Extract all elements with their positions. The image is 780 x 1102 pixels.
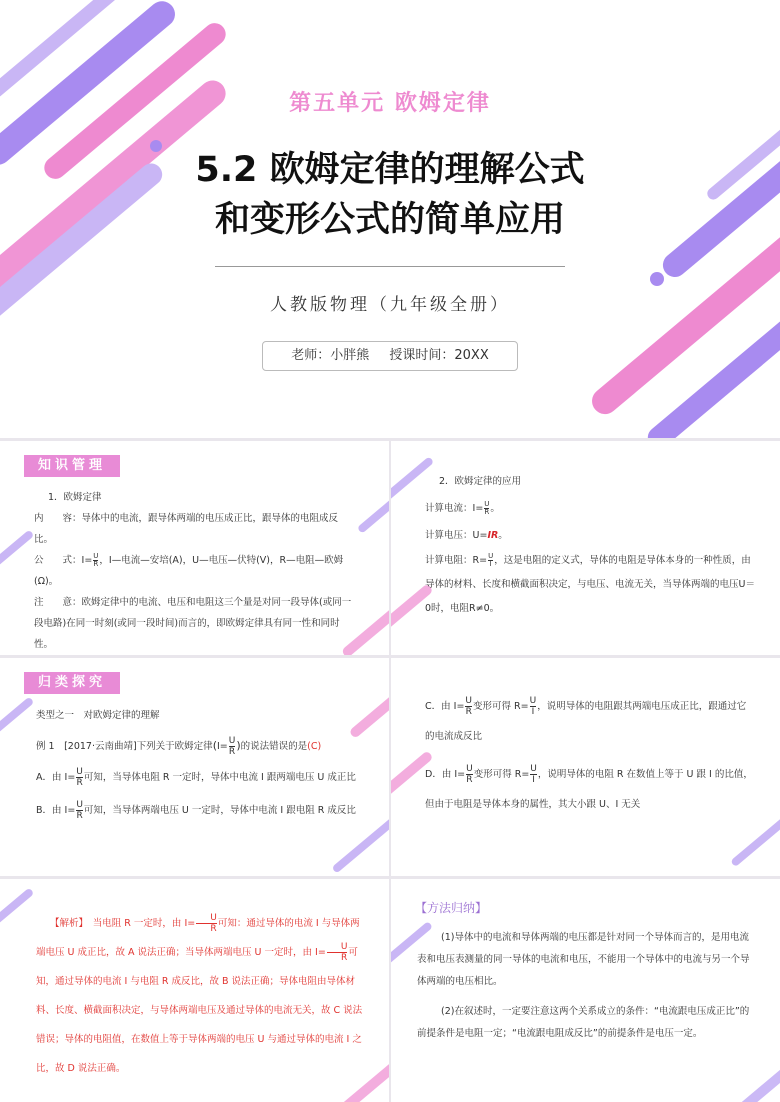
option-c: C．由 I= $\frac{U}{R}$ 变形可得 R= $\frac{U}{I}$ ，说明导体的电阻跟其两端电压成正比，跟通过它的电流成反比 <box>425 696 747 742</box>
decor-stripe <box>0 887 34 938</box>
question-type: 类型之一 对欧姆定律的理解 <box>36 710 160 721</box>
method-slide <box>391 879 780 1102</box>
lesson-title-line2: 和变形公式的简单应用 <box>214 200 565 240</box>
method-point-2: (2)在叙述时，一定要注意这两个关系成立的条件：“电流跟电压成正比”的前提条件是电阻一定；“电流跟电阻成反比”的前提条件是电压一定。 <box>417 1006 750 1039</box>
explore-body <box>36 706 366 821</box>
resistance-formula: 计算电阻：R= $\frac{U}{I}$ ，这是电阻的定义式，导体的电阻是导体本身的一种性质，由导体的材料、长度和横截面积决定，与电压、电流无关，当导体两端的电压U＝0时，电阻R≠0。 <box>425 552 755 614</box>
method-point-1: (1)导体中的电流和导体两端的电压都是针对同一个导体而言的，是用电流表和电压表测量的同一导体的电流和电压，不能用一个导体中的电流与另一个导体两端的电压相比。 <box>417 932 750 987</box>
knowledge-heading: 1．欧姆定律 <box>48 492 102 503</box>
teacher-name: 老师：小胖熊 <box>291 348 370 363</box>
decor-stripe <box>357 476 389 534</box>
analysis-body <box>36 909 366 1083</box>
method-tag: 【方法归纳】 <box>415 901 488 915</box>
method-body <box>417 927 757 1045</box>
application-slide <box>391 441 780 655</box>
content-paragraph: 内 容：导体中的电流，跟导体两端的电压成正比，跟导体的电阻成反比。 <box>34 513 339 545</box>
class-time: 授课时间：20XX <box>389 348 489 363</box>
option-b: B．由 I= $\frac{U}{R}$ 可知，当导体两端电压 U 一定时，导体中电流 I 跟电阻 R 成反比 <box>36 800 356 821</box>
explore-slide <box>0 658 389 876</box>
note-paragraph: 注 意：欧姆定律中的电流、电压和电阻这三个量是对同一段导体(或同一段电路)在同一时刻(或同一段时间)而言的，即欧姆定律具有同一性和同时性。 <box>34 597 352 650</box>
analysis-paragraph: 【解析】 当电阻 R 一定时，由 I= $\frac{U}{R}$ 可知：通过导体的电流 I 与导体两端电压 U 成正比，故 A 说法正确；当导体两端电压 U 一定时，由 I= $\frac{U}{R}$ 可知，通过导体的电流 I 与电阻 R 成反比，故 B 说法正确；导体电阻由导体材料、长度、横截面积决定，与导体两端电压及通过导体的电流无关，故 C 说法错误；导体的电阻值，在数值上等于导体两端的电压 U 与通过导体的电流 I 之比，故 D 说法正确。 <box>36 913 363 1074</box>
options-body <box>425 692 755 820</box>
voltage-formula: 计算电压：U=IR。 <box>425 530 508 541</box>
option-a: A．由 I= $\frac{U}{R}$ 可知，当导体电阻 R 一定时，导体中电流 I 跟两端电压 U 成正比 <box>36 767 356 788</box>
example-answer: (C) <box>307 741 322 752</box>
decor-dot <box>650 272 664 286</box>
decor-stripe <box>0 696 34 747</box>
current-formula: 计算电流：I= $\frac{U}{R}$ 。 <box>425 500 500 516</box>
example-question: 例 1 [2017·云南曲靖]下列关于欧姆定律(I= $\frac{U}{R}$ )的说法错误的是(C) <box>36 736 322 757</box>
lesson-title <box>0 145 780 245</box>
cover-slide <box>0 0 780 438</box>
options-slide <box>391 658 780 876</box>
analysis-slide <box>0 879 389 1102</box>
unit-title: 第五单元 欧姆定律 <box>289 91 491 116</box>
lesson-title-line1: 5.2 欧姆定律的理解公式 <box>195 150 585 190</box>
voltage-answer: IR <box>487 530 499 541</box>
application-heading: 2．欧姆定律的应用 <box>439 476 522 487</box>
section-tag: 知识管理 <box>24 455 120 477</box>
formula-paragraph: 公 式：I= $\frac{U}{R}$ ，I—电流—安培(A)，U—电压—伏特(V)，R—电阻—欧姆(Ω)。 <box>34 552 344 587</box>
textbook-subtitle: 人教版物理（九年级全册） <box>270 295 510 315</box>
option-d: D．由 I= $\frac{U}{R}$ 变形可得 R= $\frac{U}{I}$ ，说明导体的电阻 R 在数值上等于 U 跟 I 的比值，但由于电阻是导体本身的属性，其大小跟 U、I 无关 <box>425 764 753 810</box>
knowledge-slide <box>0 441 389 655</box>
divider <box>215 266 565 267</box>
decor-stripe <box>0 529 34 580</box>
teacher-info-box <box>262 341 518 371</box>
knowledge-body <box>34 487 352 655</box>
decor-stripe <box>722 1042 780 1102</box>
application-body <box>425 468 755 621</box>
section-tag: 归类探究 <box>24 672 120 694</box>
formula-fraction: $\frac{U}{R}$ <box>93 552 99 568</box>
